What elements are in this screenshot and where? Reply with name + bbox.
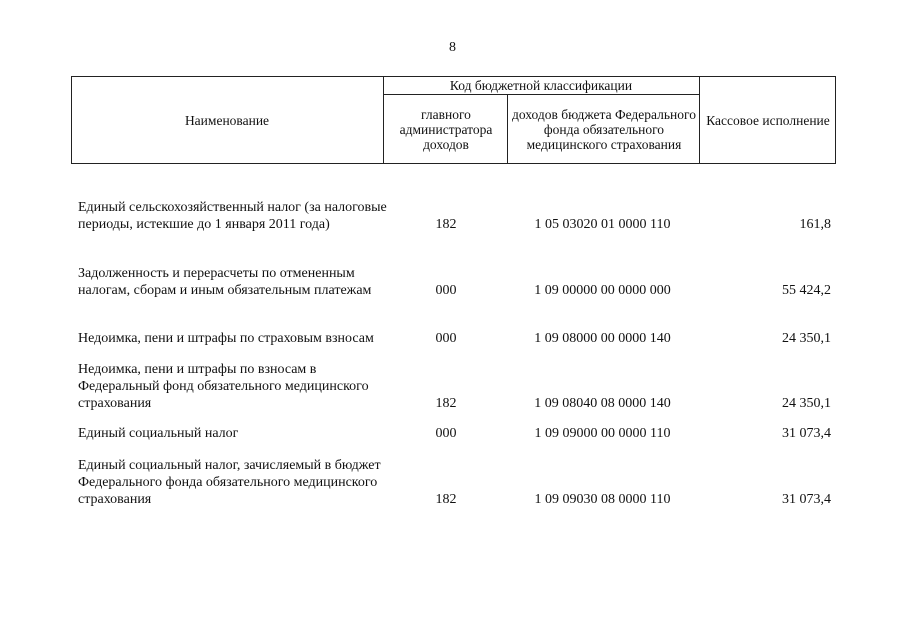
row-admin-code: 000 — [435, 331, 457, 346]
row-admin-code: 000 — [435, 283, 457, 298]
row-amount: 161,8 — [799, 217, 831, 232]
header-revenue: доходов бюджета Федерального фонда обязательного медицинского страхования — [512, 107, 696, 152]
row-amount: 55 424,2 — [782, 283, 831, 298]
row-budget-code: 1 05 03020 01 0000 110 — [534, 217, 671, 232]
row-name: Единый сельскохозяйственный налог (за налоговые периоды, истекшие до 1 января 2011 года) — [78, 200, 387, 232]
header-divider-admin — [507, 94, 508, 164]
table-row — [0, 455, 905, 508]
row-amount: 31 073,4 — [782, 426, 831, 441]
row-budget-code: 1 09 00000 00 0000 000 — [534, 283, 671, 298]
row-name: Недоимка, пени и штрафы по взносам в Федеральный фонд обязательного медицинского страхования — [78, 362, 369, 411]
table-row — [0, 246, 905, 299]
row-budget-code: 1 09 09000 00 0000 110 — [534, 426, 671, 441]
row-name: Недоимка, пени и штрафы по страховым взносам — [78, 331, 374, 346]
header-admin: главного администратора доходов — [399, 107, 493, 152]
header-divider-revenue — [699, 76, 700, 164]
row-amount: 24 350,1 — [782, 331, 831, 346]
row-amount: 24 350,1 — [782, 396, 831, 411]
row-admin-code: 000 — [435, 426, 457, 441]
table-header — [71, 76, 836, 164]
row-budget-code: 1 09 08000 00 0000 140 — [534, 331, 671, 346]
row-name: Задолженность и перерасчеты по отмененным налогам, сборам и иным обязательным платежам — [78, 266, 372, 298]
row-amount: 31 073,4 — [782, 492, 831, 507]
table-row — [0, 312, 905, 347]
table-row — [0, 424, 905, 442]
row-budget-code: 1 09 08040 08 0000 140 — [534, 396, 671, 411]
header-name: Наименование — [184, 112, 270, 128]
row-admin-code: 182 — [435, 217, 457, 232]
row-name: Единый социальный налог — [78, 426, 239, 441]
header-code-group: Код бюджетной классификации — [449, 77, 633, 93]
row-budget-code: 1 09 09030 08 0000 110 — [534, 492, 671, 507]
header-execution: Кассовое исполнение — [706, 112, 830, 128]
table-row — [0, 180, 905, 233]
page-number: 8 — [449, 40, 456, 55]
row-admin-code: 182 — [435, 492, 457, 507]
row-name: Единый социальный налог, зачисляемый в бюджет Федерального фонда обязательного медицинского страхования — [78, 458, 381, 507]
table-row — [0, 359, 905, 412]
row-admin-code: 182 — [435, 396, 457, 411]
